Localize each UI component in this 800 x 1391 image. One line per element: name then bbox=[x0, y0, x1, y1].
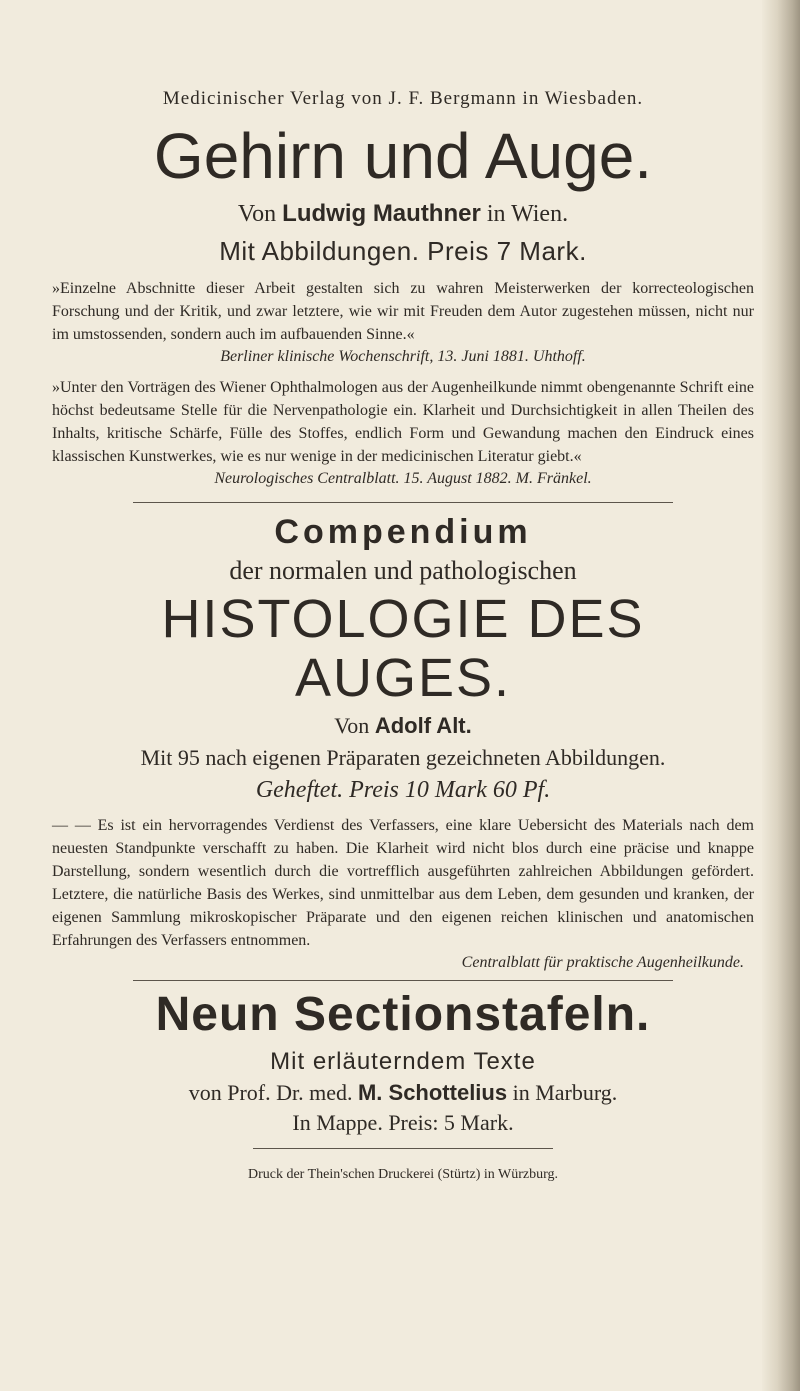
book3-author: M. Schottelius bbox=[357, 1079, 508, 1105]
book3-title: Neun Sectionstafeln. bbox=[155, 987, 651, 1041]
section-divider-2 bbox=[133, 980, 673, 981]
book3-subtitle: Mit erläuterndem Texte bbox=[270, 1047, 536, 1075]
book2-by-prefix: Von bbox=[334, 712, 370, 738]
printer-footer: Druck der Thein'schen Druckerei (Stürtz) in Würzburg. bbox=[247, 1166, 559, 1182]
book3-mappe-price: In Mappe. Preis: 5 Mark. bbox=[292, 1109, 514, 1135]
book2-illustrations: Mit 95 nach eigenen Präparaten gezeichneten Abbildungen. bbox=[140, 744, 666, 770]
book2-subtitle: der normalen und pathologischen bbox=[229, 556, 577, 585]
book2-byline bbox=[52, 713, 754, 739]
book1-citation-1: Berliner klinische Wochenschrift, 13. Juni 1881. Uhthoff. bbox=[220, 348, 586, 365]
book1-title: Gehirn und Auge. bbox=[153, 120, 653, 192]
book3-place: in Marburg. bbox=[512, 1079, 618, 1105]
book3-byline bbox=[52, 1080, 754, 1106]
book1-place: in Wien. bbox=[486, 201, 569, 227]
book1-review-2: »Unter den Vorträgen des Wiener Ophthalmologen aus der Augenheilkunde nimmt obengenannte Schrift eine höchst bedeutsame Stelle für die Nervenpathologie ein. Klarheit und Durchsichtigkeit in allen Theilen des Inhalts, kritische Schärfe, Fülle des Stoffes, endlich Form und Gewandung machen den Eindruck eines klassischen Kunstwerkes, wie es nur wenige in der medicinischen Literatur giebt.« bbox=[52, 379, 754, 465]
book1-by-prefix: Von bbox=[237, 201, 277, 227]
section-divider-1 bbox=[133, 502, 673, 503]
book2-review: — — Es ist ein hervorragendes Verdienst des Verfassers, eine klare Uebersicht des Materials nach dem neuesten Standpunkte verschafft zu haben. Die Klarheit wird nicht blos durch eine präcise und knappe Darstellung, sondern wesentlich durch die vortrefflich ausgeführten zahlreichen Abbildungen gefördert. Letztere, die natürliche Basis des Werkes, sind unmittelbar aus dem Leben, dem gesunden und kranken, der eigenen Sammlung mikroskopischer Präparate und den eigenen reichen klinischen und anatomischen Erfahrungen des Verfassers entnommen. bbox=[52, 816, 754, 949]
book1-citation-2: Neurologisches Centralblatt. 15. August 1882. M. Fränkel. bbox=[214, 470, 592, 487]
book3-by-prefix: von Prof. Dr. med. bbox=[188, 1079, 353, 1105]
book1-subtitle: Mit Abbildungen. Preis 7 Mark. bbox=[219, 236, 587, 266]
content-column bbox=[52, 88, 754, 1183]
book1-author: Ludwig Mauthner bbox=[282, 200, 481, 227]
page-edge-shadow bbox=[762, 0, 800, 1391]
book2-author: Adolf Alt. bbox=[374, 712, 472, 738]
book2-price: Geheftet. Preis 10 Mark 60 Pf. bbox=[255, 776, 551, 803]
book2-title: Compendium bbox=[274, 513, 532, 551]
book1-byline bbox=[52, 200, 754, 228]
publisher-header: Medicinischer Verlag von J. F. Bergmann in Wiesbaden. bbox=[162, 88, 644, 109]
section-divider-3 bbox=[253, 1148, 553, 1149]
book1-review-1: »Einzelne Abschnitte dieser Arbeit gestalten sich zu wahren Meisterwerken der korrecteologischen Forschung und der Kritik, und zwar letztere, wie wir mit Freuden dem Autor zugestehen müssen, nicht nur im umstossenden, sondern auch im aufbauenden Sinne.« bbox=[52, 280, 754, 343]
book2-main-title: HISTOLOGIE DES AUGES. bbox=[161, 589, 645, 709]
book2-citation: Centralblatt für praktische Augenheilkunde. bbox=[461, 953, 744, 971]
